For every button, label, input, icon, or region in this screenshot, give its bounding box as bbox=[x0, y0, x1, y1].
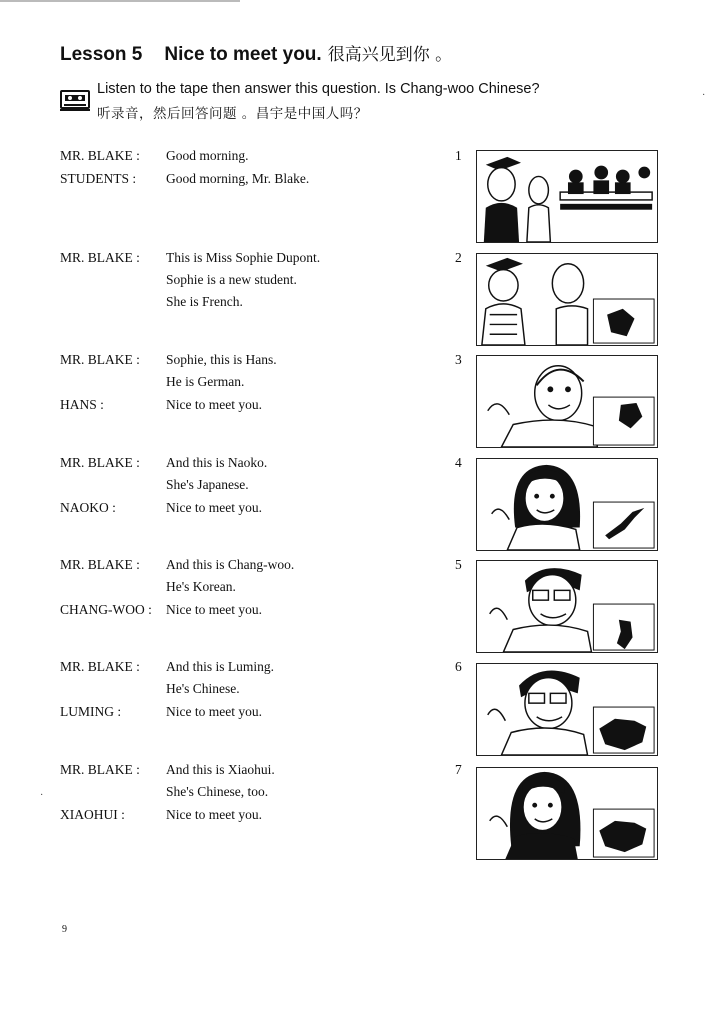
speech-text: And this is Chang-woo. bbox=[166, 557, 295, 572]
speaker-label: MR. BLAKE : bbox=[60, 557, 140, 572]
speech-text: He's Korean. bbox=[166, 579, 236, 594]
picture-number-3: 3 bbox=[455, 352, 462, 367]
speech-text: Nice to meet you. bbox=[166, 500, 262, 515]
illustration-hans bbox=[476, 355, 658, 448]
illustration-classroom bbox=[476, 150, 658, 243]
scan-speck: · bbox=[702, 90, 706, 101]
speech-text: Sophie, this is Hans. bbox=[166, 352, 277, 367]
speech-text: Nice to meet you. bbox=[166, 397, 262, 412]
speaker-label: XIAOHUI : bbox=[60, 807, 125, 822]
speech-text: Nice to meet you. bbox=[166, 602, 262, 617]
speech-text: She's Japanese. bbox=[166, 477, 249, 492]
speech-text: He's Chinese. bbox=[166, 681, 240, 696]
speech-text: This is Miss Sophie Dupont. bbox=[166, 250, 321, 265]
illustration-xiaohui bbox=[476, 767, 658, 860]
speaker-label: HANS : bbox=[60, 397, 104, 412]
speaker-label: MR. BLAKE : bbox=[60, 352, 140, 367]
dialog-block-1 bbox=[0, 148, 450, 248]
dialog-block-3 bbox=[0, 352, 450, 452]
lesson-title-english: Nice to meet you. bbox=[164, 44, 322, 65]
speech-text: And this is Luming. bbox=[166, 659, 275, 674]
speaker-label: MR. BLAKE : bbox=[60, 762, 140, 777]
speech-text: Good morning. bbox=[166, 148, 249, 163]
speaker-label: CHANG-WOO : bbox=[60, 602, 152, 617]
speaker-label: MR. BLAKE : bbox=[60, 659, 140, 674]
speaker-label: LUMING : bbox=[60, 704, 122, 719]
page-number: 9 bbox=[62, 924, 67, 935]
picture-number-1: 1 bbox=[455, 148, 462, 163]
illustration-sophie bbox=[476, 253, 658, 346]
dialog-block-4 bbox=[0, 455, 450, 555]
instruction-english: Listen to the tape then answer this question. Is Chang-woo Chinese? bbox=[97, 81, 540, 97]
lesson-number: Lesson 5 bbox=[60, 44, 143, 65]
scan-speck: · bbox=[40, 790, 44, 801]
speech-text: He is German. bbox=[166, 374, 245, 389]
speech-text: Good morning, Mr. Blake. bbox=[166, 171, 310, 186]
speaker-label: STUDENTS : bbox=[60, 171, 137, 186]
picture-number-6: 6 bbox=[455, 659, 462, 674]
page-top-rule bbox=[0, 0, 240, 2]
illustration-naoko bbox=[476, 458, 658, 551]
dialog-block-7 bbox=[0, 762, 450, 862]
lesson-title-chinese: 很高兴见到你 。 bbox=[327, 45, 453, 65]
illustration-luming bbox=[476, 663, 658, 756]
picture-number-2: 2 bbox=[455, 250, 462, 265]
speech-text: She is French. bbox=[166, 294, 243, 309]
speaker-label: MR. BLAKE : bbox=[60, 455, 140, 470]
speech-text: Sophie is a new student. bbox=[166, 272, 297, 287]
lesson-title bbox=[60, 40, 452, 66]
speech-text: She's Chinese, too. bbox=[166, 784, 269, 799]
speaker-label: NAOKO : bbox=[60, 500, 116, 515]
speech-text: And this is Xiaohui. bbox=[166, 762, 275, 777]
picture-number-7: 7 bbox=[455, 762, 462, 777]
instruction-chinese: 听录音，然后回答问题 。昌宇是中国人吗？ bbox=[97, 106, 368, 122]
speaker-label: MR. BLAKE : bbox=[60, 250, 140, 265]
speech-text: Nice to meet you. bbox=[166, 807, 262, 822]
picture-number-4: 4 bbox=[455, 455, 462, 470]
cassette-tape-icon bbox=[60, 88, 90, 112]
picture-number-5: 5 bbox=[455, 557, 462, 572]
illustration-chang-woo bbox=[476, 560, 658, 653]
dialog-block-6 bbox=[0, 659, 450, 759]
dialog-block-5 bbox=[0, 557, 450, 657]
speaker-label: MR. BLAKE : bbox=[60, 148, 140, 163]
speech-text: And this is Naoko. bbox=[166, 455, 268, 470]
dialog-block-2 bbox=[0, 250, 450, 350]
speech-text: Nice to meet you. bbox=[166, 704, 262, 719]
